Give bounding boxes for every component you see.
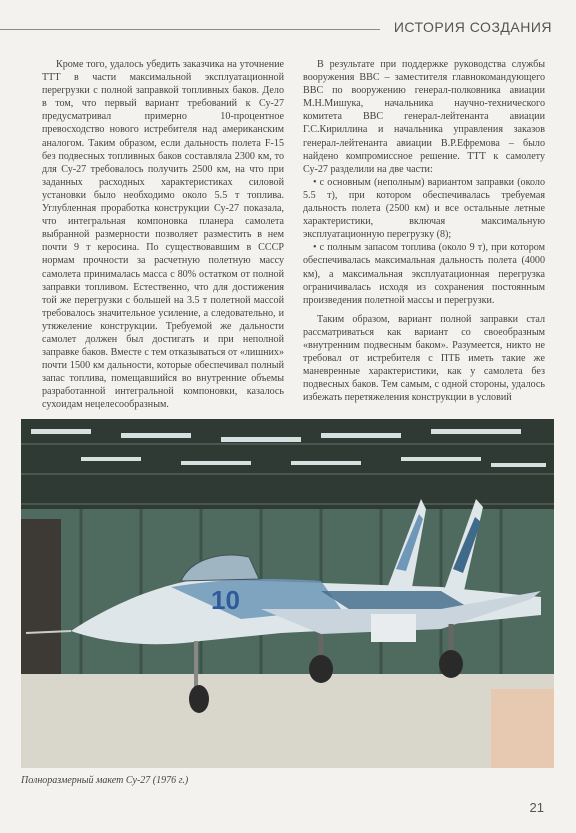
right-text-column [303, 58, 545, 404]
bullet-item: • с полным запасом топлива (около 9 т), при котором обеспечивалась максимальная дальность полета (4000 км), а максимальная эксплуатационная перегрузка ограничивалась исходя из сохранения постоянным произведения полетной массы и перегрузки. [303, 242, 545, 306]
section-title: ИСТОРИЯ СОЗДАНИЯ [393, 19, 552, 35]
left-text-column [42, 58, 284, 412]
aircraft-mockup-photo [21, 419, 554, 768]
header-rule [0, 29, 380, 30]
paragraph: Таким образом, вариант полной заправки стал рассматриваться как вариант со своеобразным «внутренним подвесным баком». Разумеется, никто не требовал от истребителя с ПТБ иметь такие же маневренные характеристики, как у самолета без подвесных баков. Тем самым, с одной стороны, удалось избежать перетяжеления конструкции в условий [303, 313, 545, 404]
paragraph: Кроме того, удалось убедить заказчика на уточнение ТТТ в части максимальной эксплуатационной перегрузки с полной заправкой топливных баков. Дело в том, что первый вариант требований к Су-27 предусматривал примерно 10-процентное превосходство нового истребителя над американским аналогом. Таким образом, если дальность полета F-15 без подвесных топливных баков составляла 2300 км, то для Су-27 требовалось получить 2500 км, на что при заданных расходных характеристиках силовой установки было необходимо около 5.5 т топлива. Углубленная проработка конструкции Су-27 показала, что интегральная компоновка планера самолета выбранной размерности позволяет разместить в нем почти 9 т керосина. По существовавшим в СССР нормам прочности за расчетную полетную массу самолета принималась масса с 80% остатком от полной заправки топливом. Естественно, что для достижения той же перегрузки с большей на 3.5 т полетной массой требовалось значительное усиление, а следовательно, и утяжеление конструкции. Требуемой же дальности самолет должен был достигать и при неполной заправке баков. Вместе с тем отказываться от «лишних» почти 1500 км дальности, которые обеспечивал полный запас топлива, помещавшийся во внутренние объемы разработанной интегральной компоновки, казалось сухоидам нецелесообразным. [42, 59, 284, 411]
photo-caption: Полноразмерный макет Су-27 (1976 г.) [21, 775, 189, 786]
paragraph: В результате при поддержке руководства службы вооружения ВВС – заместителя главнокомандующего ВВС по вооружению генерал-полковника авиации М.Н.Мишука, начальника научно-технического комитета ВВС генерал-лейтенанта авиации Г.С.Кириллина и начальника управления заказов генерал-лейтенанта авиации В.Р.Ефремова – было найдено компромиссное решение. ТТТ к самолету Су-27 разделили на две части: [303, 59, 545, 175]
page-number: 21 [529, 800, 544, 815]
running-header [0, 17, 576, 39]
bullet-item: • с основным (неполным) вариантом заправки (около 5.5 т), при котором обеспечивалась требуемая дальность полета (2500 км) и все остальные летные характеристики, включая максимальную эксплуатационную перегрузку (8); [303, 176, 545, 241]
nose-number: 10 [211, 585, 240, 615]
